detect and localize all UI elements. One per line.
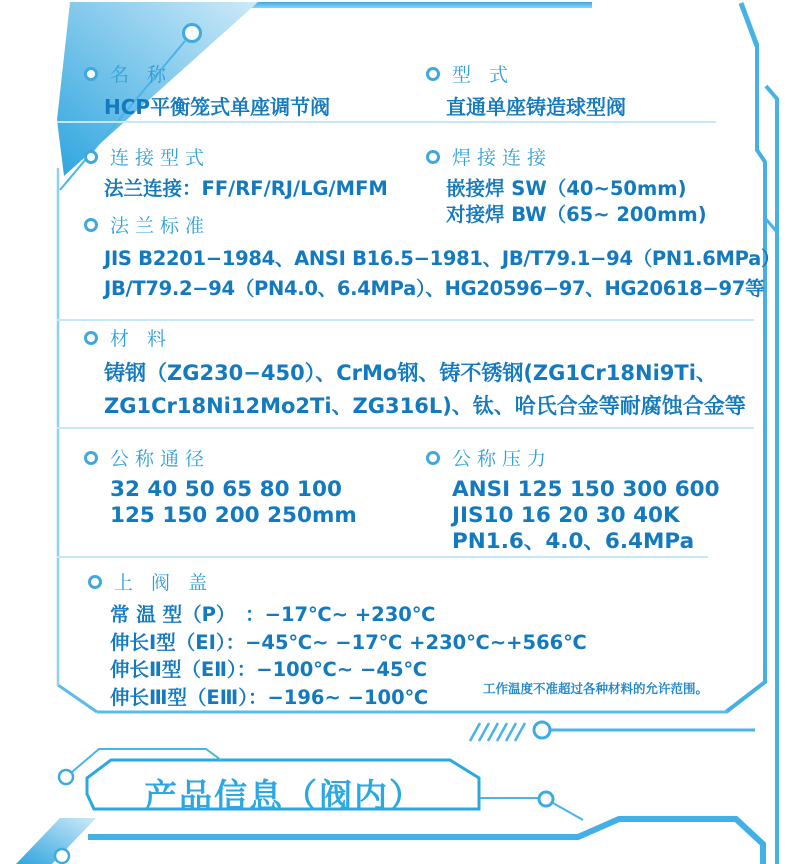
- section-label: 型 式: [452, 64, 515, 86]
- section-header: [84, 324, 746, 351]
- section-nominal-pressure: [426, 444, 720, 555]
- content-line: JB/T79.2−94（PN4.0、6.4MPa）、HG20596−97、HG20618−97等: [104, 277, 765, 300]
- section-label: 公称压力: [452, 448, 553, 470]
- section-header: [426, 60, 626, 87]
- content-line: 法兰连接：FF/RF/RJ/LG/MFM: [104, 177, 388, 200]
- bullet-icon: [426, 150, 440, 164]
- content-line: 铸钢（ZG230−450）、CrMo钢、铸不锈钢(ZG1Cr18Ni9Ti、: [104, 361, 717, 385]
- section-content: [84, 357, 746, 423]
- content-line: ANSI 125 150 300 600: [452, 477, 720, 502]
- content-line: 伸长Ⅰ型（EⅠ）：−45℃~ −17℃ +230℃~+566℃: [110, 630, 587, 654]
- bullet-icon: [84, 218, 98, 232]
- section-header: [84, 143, 388, 170]
- section-name: [84, 60, 330, 121]
- bullet-icon: [426, 451, 440, 465]
- section-header: [84, 60, 330, 87]
- bullet-icon: [84, 67, 98, 81]
- section-nominal-diameter: [84, 444, 357, 529]
- temperature-warning-note: 工作温度不准超过各种材料的允许范围。: [483, 681, 709, 696]
- section-label: 材 料: [110, 328, 173, 350]
- section-divider: [57, 121, 716, 123]
- section-label: 名 称: [110, 64, 173, 86]
- content-line: 32 40 50 65 80 100: [110, 477, 342, 502]
- content-line: ZG1Cr18Ni12Mo2Ti、ZG316L)、钛、哈氏合金等耐腐蚀合金等: [104, 394, 746, 418]
- node-circle-icon: [539, 792, 553, 806]
- bottom-panel-frame: [16, 818, 763, 864]
- content-line: 对接焊 BW（65~ 200mm): [446, 203, 707, 226]
- content-line: HCP平衡笼式单座调节阀: [104, 95, 331, 119]
- node-circle-icon: [534, 722, 550, 738]
- node-circle-icon: [55, 849, 69, 863]
- section-label: 法兰标准: [110, 215, 211, 237]
- section-header: [84, 211, 780, 238]
- bullet-icon: [84, 331, 98, 345]
- bullet-icon: [84, 451, 98, 465]
- bullet-icon: [84, 150, 98, 164]
- section-content: [426, 477, 720, 555]
- banner-title: 产品信息（阀内）: [144, 776, 424, 815]
- content-line: 直通单座铸造球型阀: [446, 95, 626, 119]
- section-divider: [57, 319, 754, 321]
- section-label: 上 阀 盖: [114, 572, 214, 594]
- section-divider: [57, 427, 754, 429]
- section-header: [426, 143, 707, 170]
- section-material: [84, 324, 746, 423]
- section-header: [88, 568, 587, 595]
- bottom-hatch-ornament: [470, 722, 755, 741]
- content-line: PN1.6、4.0、6.4MPa: [452, 529, 695, 554]
- section-header: [84, 444, 357, 471]
- content-line: 伸长Ⅲ型（EⅢ）：−196~ −100℃: [110, 685, 429, 709]
- bullet-icon: [88, 575, 102, 589]
- content-line: JIS10 16 20 30 40K: [452, 503, 680, 528]
- section-content: [426, 93, 626, 121]
- section-model: [426, 60, 626, 121]
- section-divider: [57, 556, 708, 558]
- content-line: 嵌接焊 SW（40~50mm): [446, 177, 687, 200]
- section-content: [84, 176, 388, 202]
- content-line: 常 温 型（P） ：−17℃~ +230℃: [110, 603, 436, 626]
- content-line: 125 150 200 250mm: [110, 503, 357, 528]
- section-label: 连接型式: [110, 147, 211, 169]
- node-circle-icon: [184, 25, 201, 42]
- content-line: 伸长Ⅱ型（EⅡ）：−100℃~ −45℃: [110, 658, 428, 681]
- bullet-icon: [426, 67, 440, 81]
- content-line: JIS B2201−1984、ANSI B16.5−1981、JB/T79.1−94（PN1.6MPa）: [104, 247, 781, 270]
- node-circle-icon: [59, 770, 73, 784]
- section-header: [426, 444, 720, 471]
- section-connection-type: [84, 143, 388, 202]
- section-content: [84, 93, 330, 121]
- section-label: 公称通径: [110, 448, 211, 470]
- section-content: [84, 244, 780, 304]
- section-content: [84, 477, 357, 529]
- section-label: 焊接连接: [452, 147, 553, 169]
- section-flange-standard: [84, 211, 780, 304]
